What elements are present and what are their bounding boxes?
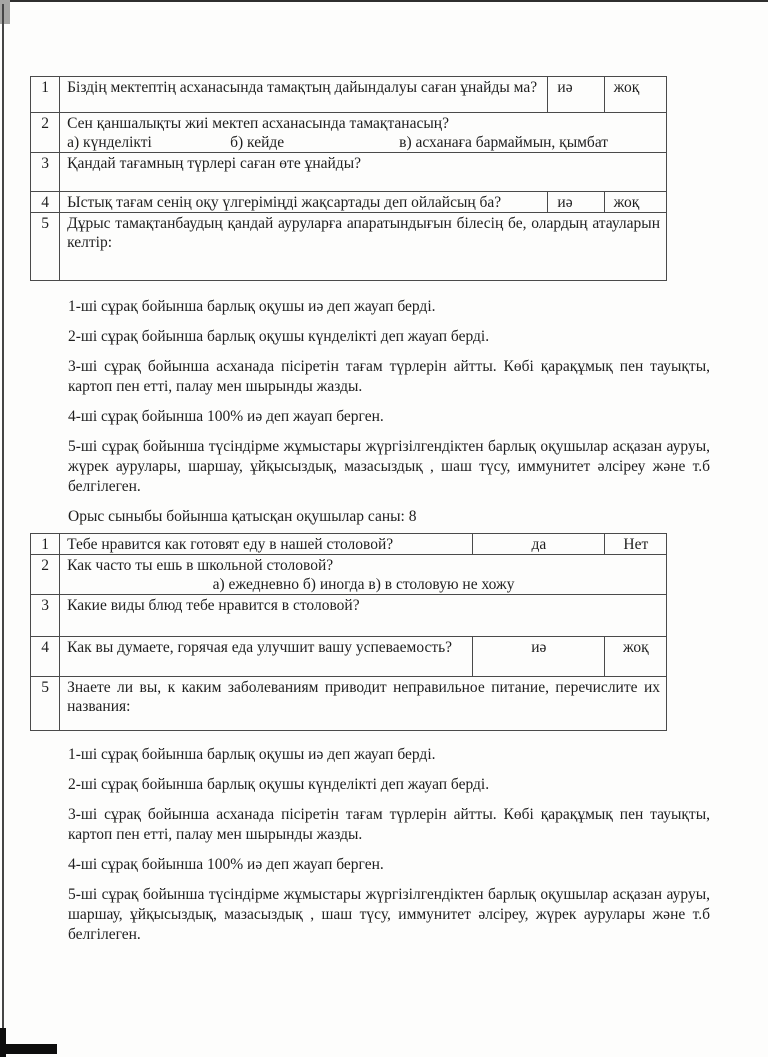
- scan-edge-top: [10, 0, 768, 2]
- russian-survey-table: [30, 533, 667, 731]
- row-number: 5: [31, 677, 60, 731]
- answer-no-cell: жоқ: [604, 637, 666, 677]
- question-cell: Какие виды блюд тебе нравится в столовой?: [60, 595, 667, 637]
- result-paragraph: 1-ші сұрақ бойынша барлық оқушы иә деп жауап берді.: [68, 746, 436, 763]
- question-cell: Как вы думаете, горячая еда улучшит вашу успеваемость?: [60, 637, 473, 677]
- option-c: в) асханаға бармаймын, қымбат: [399, 134, 609, 151]
- row-number: 3: [31, 153, 60, 192]
- row-number: 2: [31, 555, 60, 595]
- table-row: [31, 595, 667, 637]
- answer-yes-cell: иә: [548, 192, 604, 213]
- result-paragraph: 1-ші сұрақ бойынша барлық оқушы иә деп жауап берді.: [68, 298, 436, 315]
- result-paragraph: 5-ші сұрақ бойынша түсіндірме жұмыстары жүргізілгендіктен барлық оқушылар асқазан ауруы, жүрек аурулары, шаршау, ұйқысыздық, мазасыздық , шаш түсу, иммунитет әлсіреу және т.б белгілеген.: [68, 438, 710, 495]
- result-paragraph: 4-ші сұрақ бойынша 100% иә деп жауап берген.: [68, 856, 384, 873]
- russian-results-block: [30, 745, 738, 945]
- table-row: [31, 534, 667, 555]
- table-row: [31, 153, 667, 192]
- row-number: 4: [31, 637, 60, 677]
- answer-no-cell: Нет: [604, 534, 666, 555]
- row-number: 4: [31, 192, 60, 213]
- options-row: [67, 133, 660, 152]
- result-paragraph: 2-ші сұрақ бойынша барлық оқушы күнделікті деп жауап берді.: [68, 328, 490, 345]
- result-paragraph: 3-ші сұрақ бойынша асханада пісіретін тағам түрлерін айтты. Көбі қарақұмық пен тауықты, картоп пен етті, палау мен шырынды жазды.: [68, 358, 710, 395]
- table-row: [31, 213, 667, 281]
- table-row: [31, 677, 667, 731]
- row-number: 1: [31, 77, 60, 113]
- table-row: [31, 555, 667, 595]
- kazakh-survey-table: [30, 76, 667, 281]
- table-row: [31, 192, 667, 213]
- question-cell: Дұрыс тамақтанбаудың қандай ауруларға апаратындығын білесің бе, олардың атауларын келтір:: [60, 213, 667, 281]
- table-row: [31, 637, 667, 677]
- row-number: 1: [31, 534, 60, 555]
- result-paragraph: 5-ші сұрақ бойынша түсіндірме жұмыстары жүргізілгендіктен барлық оқушылар асқазан ауруы, шаршау, ұйқысыздық, мазасыздық , шаш түсу, иммунитет әлсіреу, жүрек аурулары және т.б белгілеген.: [68, 886, 710, 943]
- table-row: [31, 77, 667, 113]
- question-cell: Ыстық тағам сенің оқу үлгеріміңді жақсартады деп ойлайсың ба?: [60, 192, 548, 213]
- options-row: а) ежедневно б) иногда в) в столовую не хожу: [212, 576, 515, 593]
- question-cell: [60, 555, 667, 595]
- table-row: [31, 113, 667, 153]
- answer-no-cell: жоқ: [604, 192, 666, 213]
- row-number: 2: [31, 113, 60, 153]
- question-cell: Біздің мектептің асханасында тамақтың дайындалуы саған ұнайды ма?: [60, 77, 548, 113]
- answer-yes-cell: да: [473, 534, 605, 555]
- option-b: б) кейде: [230, 134, 285, 151]
- row-number: 5: [31, 213, 60, 281]
- question-cell: [60, 113, 667, 153]
- scan-edge-left: [2, 4, 4, 1036]
- answer-yes-cell: иә: [548, 77, 604, 113]
- answer-no-cell: жоқ: [604, 77, 666, 113]
- kazakh-results-block: [30, 297, 738, 497]
- answer-yes-cell: иә: [473, 637, 605, 677]
- russian-class-intro: Орыс сыныбы бойынша қатысқан оқушылар саны: 8: [68, 508, 417, 525]
- result-paragraph: 2-ші сұрақ бойынша барлық оқушы күнделікті деп жауап берді.: [68, 776, 490, 793]
- result-paragraph: 3-ші сұрақ бойынша асханада пісіретін тағам түрлерін айтты. Көбі қарақұмық пен тауықты, картоп пен етті, палау мен шырынды жазды.: [68, 806, 710, 843]
- scan-mark-bottom-left-horizontal: [0, 1044, 57, 1054]
- result-paragraph: 4-ші сұрақ бойынша 100% иә деп жауап берген.: [68, 408, 384, 425]
- option-a: а) күнделікті: [67, 134, 152, 151]
- question-cell: Тебе нравится как готовят еду в нашей столовой?: [60, 534, 473, 555]
- question-text: Как часто ты ешь в школьной столовой?: [67, 557, 334, 574]
- question-cell: Қандай тағамның түрлері саған өте ұнайды?: [60, 153, 667, 192]
- question-text: Сен қаншалықты жиі мектеп асханасында тамақтанасың?: [67, 115, 449, 132]
- question-cell: Знаете ли вы, к каким заболеваниям приводит неправильное питание, перечислите их названия:: [60, 677, 667, 731]
- document-content: [30, 76, 738, 955]
- row-number: 3: [31, 595, 60, 637]
